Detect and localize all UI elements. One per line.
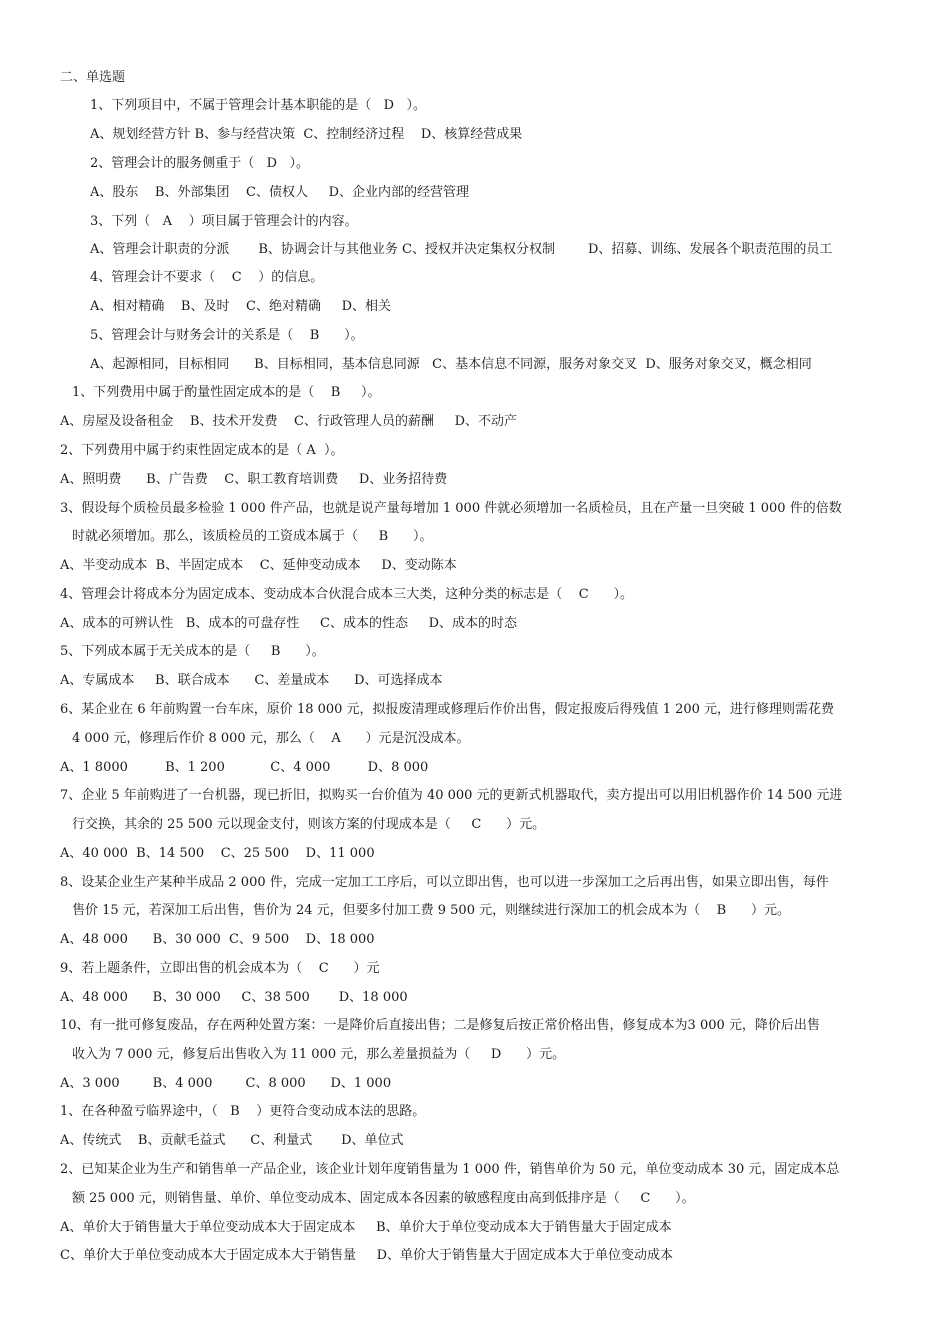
text-line: A、规划经营方针 B、参与经营决策 C、控制经济过程 D、核算经营成果 bbox=[90, 127, 523, 142]
text-line: 行交换，其余的 25 500 元以现金支付，则该方案的付现成本是（ C ）元。 bbox=[72, 817, 546, 832]
text-line: A、起源相同，目标相同 B、目标相同，基本信息同源 C、基本信息不同源，服务对象交叉 D、服务对象交叉，概念相同 bbox=[90, 357, 812, 372]
text-line: 1、在各种盈亏临界途中，（ B ）更符合变动成本法的思路。 bbox=[60, 1104, 426, 1119]
text-line: 4、管理会计不要求（ C ）的信息。 bbox=[90, 270, 324, 285]
text-line: A、房屋及设备租金 B、技术开发费 C、行政管理人员的薪酬 D、不动产 bbox=[60, 414, 518, 429]
text-line: A、相对精确 B、及时 C、绝对精确 D、相关 bbox=[90, 299, 392, 314]
text-line: 4、管理会计将成本分为固定成本、变动成本合伙混合成本三大类，这种分类的标志是（ C ）。 bbox=[60, 587, 634, 602]
text-line: 5、下列成本属于无关成本的是（ B ）。 bbox=[60, 644, 325, 659]
text-line: A、管理会计职责的分派 B、协调会计与其他业务 C、授权并决定集权分权制 D、招募、训练、发展各个职责范围的员工 bbox=[90, 242, 833, 257]
text-line: C、单价大于单位变动成本大于固定成本大于销售量 D、单价大于销售量大于固定成本大于单位变动成本 bbox=[60, 1248, 674, 1263]
text-line: 3、下列（ A ）项目属于管理会计的内容。 bbox=[90, 214, 358, 229]
text-line: 5、管理会计与财务会计的关系是（ B ）。 bbox=[90, 328, 364, 343]
text-line: A、半变动成本 B、半固定成本 C、延伸变动成本 D、变动陈本 bbox=[60, 558, 457, 573]
text-line: 收入为 7 000 元，修复后出售收入为 11 000 元，那么差量损益为（ D ）元。 bbox=[72, 1047, 566, 1062]
text-line: 时就必须增加。那么，该质检员的工资成本属于（ B ）。 bbox=[72, 529, 433, 544]
text-line: 1、下列项目中，不属于管理会计基本职能的是（ D ）。 bbox=[90, 98, 426, 113]
text-line: A、股东 B、外部集团 C、债权人 D、企业内部的经营管理 bbox=[90, 185, 470, 200]
text-line: A、48 000 B、30 000 C、9 500 D、18 000 bbox=[60, 932, 375, 947]
text-line: A、48 000 B、30 000 C、38 500 D、18 000 bbox=[60, 990, 408, 1005]
text-line: 8、设某企业生产某种半成品 2 000 件，完成一定加工工序后，可以立即出售，也可以进一步深加工之后再出售，如果立即出售，每件 bbox=[60, 875, 829, 890]
text-line: 2、已知某企业为生产和销售单一产品企业，该企业计划年度销售量为 1 000 件，销售单价为 50 元，单位变动成本 30 元，固定成本总 bbox=[60, 1162, 840, 1177]
text-line: A、1 8000 B、1 200 C、4 000 D、8 000 bbox=[60, 760, 429, 775]
text-line: A、40 000 B、14 500 C、25 500 D、11 000 bbox=[60, 846, 375, 861]
text-line: 2、管理会计的服务侧重于（ D ）。 bbox=[90, 156, 309, 171]
text-line: 售价 15 元，若深加工后出售，售价为 24 元，但要多付加工费 9 500 元，则继续进行深加工的机会成本为（ B ）元。 bbox=[72, 903, 790, 918]
text-line: A、专属成本 B、联合成本 C、差量成本 D、可选择成本 bbox=[60, 673, 443, 688]
text-line: 6、某企业在 6 年前购置一台车床，原价 18 000 元，拟报废清理或修理后作价出售，假定报废后得残值 1 200 元，进行修理则需花费 bbox=[60, 702, 835, 717]
text-line: A、3 000 B、4 000 C、8 000 D、1 000 bbox=[60, 1076, 392, 1091]
text-line: 额 25 000 元，则销售量、单价、单位变动成本、固定成本各因素的敏感程度由高到低排序是（ C ）。 bbox=[72, 1191, 695, 1206]
text-line: 2、下列费用中属于约束性固定成本的是（ A ）。 bbox=[60, 443, 344, 458]
text-line: 9、若上题条件，立即出售的机会成本为（ C ）元 bbox=[60, 961, 380, 976]
text-line: A、成本的可辨认性 B、成本的可盘存性 C、成本的性态 D、成本的时态 bbox=[60, 616, 518, 631]
text-line: 10、有一批可修复废品，存在两种处置方案：一是降价后直接出售；二是修复后按正常价格出售，修复成本为3 000 元，降价后出售 bbox=[60, 1018, 820, 1033]
text-line: 1、下列费用中属于酌量性固定成本的是（ B ）。 bbox=[72, 385, 381, 400]
text-line: A、照明费 B、广告费 C、职工教育培训费 D、业务招待费 bbox=[60, 472, 448, 487]
text-line: A、传统式 B、贡献毛益式 C、利量式 D、单位式 bbox=[60, 1133, 404, 1148]
text-line: 二、单选题 bbox=[60, 70, 126, 85]
text-line: 7、企业 5 年前购进了一台机器，现已折旧，拟购买一台价值为 40 000 元的更新式机器取代，卖方提出可以用旧机器作价 14 500 元进 bbox=[60, 788, 843, 803]
text-line: 3、假设每个质检员最多检验 1 000 件产品，也就是说产量每增加 1 000 件就必须增加一名质检员，且在产量一旦突破 1 000 件的倍数 bbox=[60, 501, 842, 516]
text-line: 4 000 元，修理后作价 8 000 元，那么（ A ）元是沉没成本。 bbox=[72, 731, 470, 746]
text-line: A、单价大于销售量大于单位变动成本大于固定成本 B、单价大于单位变动成本大于销售量大于固定成本 bbox=[60, 1220, 672, 1235]
